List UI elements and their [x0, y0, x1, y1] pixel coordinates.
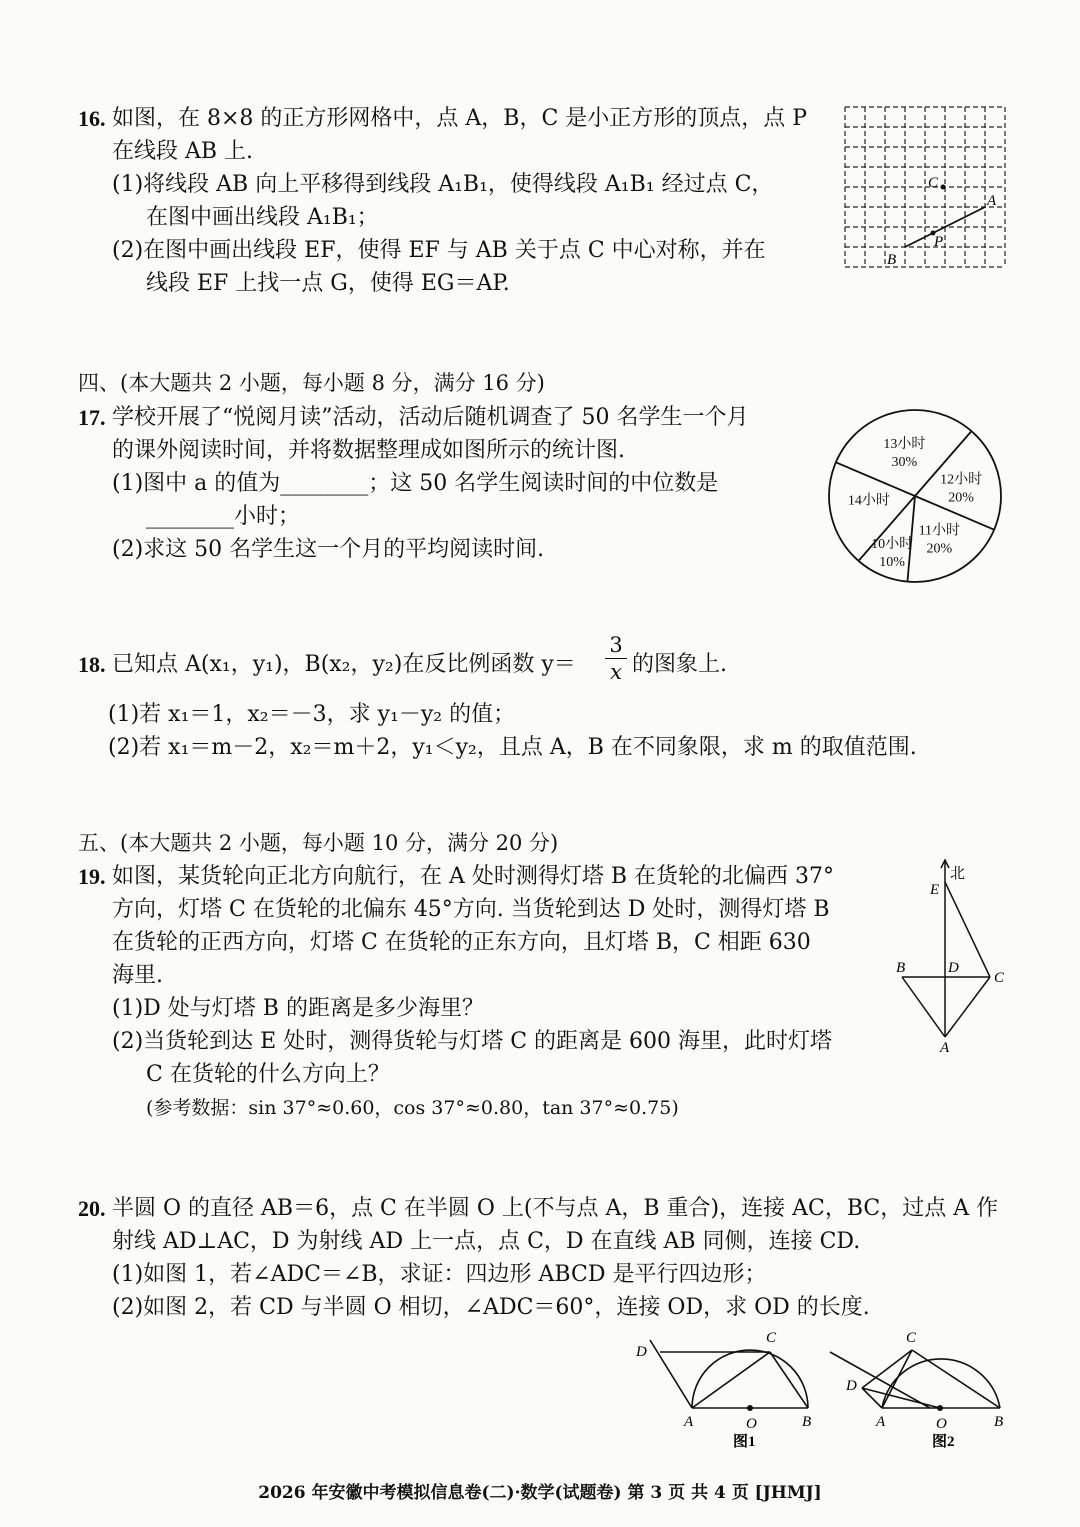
- fig2-label-d: D: [846, 1378, 857, 1394]
- q17-line-3: (1)图中 a 的值为________；这 50 名学生阅读时间的中位数是: [112, 471, 719, 496]
- q20-number: 20.: [78, 1196, 106, 1221]
- q18-fraction: [605, 632, 627, 685]
- q19-number: 19.: [78, 864, 106, 889]
- fig1-label-o: O: [746, 1416, 757, 1432]
- q18-line-2: (2)若 x₁＝m－2，x₂＝m＋2，y₁＜y₂，且点 A，B 在不同象限，求 m 的取值范围.: [108, 735, 917, 760]
- q19-line-5: (1)D 处与灯塔 B 的距离是多少海里？: [112, 996, 484, 1021]
- q17-number: 17.: [78, 405, 106, 430]
- fig1-label-d: D: [636, 1344, 647, 1360]
- fig2-label-a: A: [876, 1414, 886, 1430]
- q18-fraction-numerator: 3: [609, 633, 623, 657]
- q19-line-7: C 在货轮的什么方向上？: [146, 1062, 390, 1087]
- q17-line-5: (2)求这 50 名学生这一个月的平均阅读时间.: [112, 537, 545, 562]
- q17-line-2: 的课外阅读时间，并将数据整理成如图所示的统计图.: [112, 438, 625, 463]
- q17-line-1: 学校开展了“悦阅月读”活动，活动后随机调查了 50 名学生一个月: [112, 405, 749, 430]
- q16-line-6: 线段 EF 上找一点 G，使得 EG＝AP.: [146, 271, 510, 296]
- label-b: B: [887, 252, 897, 268]
- q19-navigation-figure: [890, 852, 1015, 1062]
- q18-fraction-denominator: x: [605, 658, 627, 685]
- north-label: 北: [950, 866, 966, 882]
- pie-slice-percent: 30%: [891, 454, 918, 470]
- q19-line-4: 海里.: [112, 963, 163, 988]
- q16-line-1: 如图，在 8×8 的正方形网格中，点 A，B，C 是小正方形的顶点，点 P: [112, 106, 808, 131]
- q19-line-3: 在货轮的正西方向，灯塔 C 在货轮的正东方向，且灯塔 B，C 相距 630: [112, 930, 811, 955]
- q16-number: 16.: [78, 106, 106, 131]
- q19-line-6: (2)当货轮到达 E 处时，测得货轮与灯塔 C 的距离是 600 海里，此时灯塔: [112, 1029, 833, 1054]
- label-d: D: [948, 960, 959, 976]
- pie-slice-label: 10小时: [871, 536, 914, 552]
- fig1-caption: 图1: [733, 1434, 756, 1450]
- q20-line-4: (2)如图 2，若 CD 与半圆 O 相切，∠ADC＝60°，连接 OD，求 OD 的长度.: [112, 1295, 870, 1320]
- q19-line-1: 如图，某货轮向正北方向航行，在 A 处时测得灯塔 B 在货轮的北偏西 37°: [112, 864, 835, 889]
- pie-slice-percent: 20%: [926, 541, 953, 557]
- q16-line-3: (1)将线段 AB 向上平移得到线段 A₁B₁，使得线段 A₁B₁ 经过点 C，: [112, 172, 774, 197]
- label-b: B: [896, 960, 906, 976]
- q20-line-1: 半圆 O 的直径 AB＝6，点 C 在半圆 O 上(不与点 A，B 重合)，连接 AC，BC，过点 A 作: [112, 1196, 999, 1221]
- point-c: [941, 185, 946, 190]
- fig2-label-c: C: [906, 1330, 917, 1346]
- pie-slice-label: 12小时: [940, 472, 983, 488]
- q19-line-2: 方向，灯塔 C 在货轮的北偏东 45°方向. 当货轮到达 D 处时，测得灯塔 B: [112, 897, 830, 922]
- label-p: P: [934, 234, 944, 250]
- q17-pie-chart: [825, 402, 1005, 590]
- label-c: C: [994, 970, 1005, 986]
- fig2-caption: 图2: [932, 1434, 955, 1450]
- section-5-heading: 五、(本大题共 2 小题，每小题 10 分，满分 20 分): [78, 831, 559, 855]
- q20-figure-1: [630, 1328, 820, 1453]
- q17-line-4: ________小时；: [146, 504, 301, 529]
- q20-line-3: (1)如图 1，若∠ADC＝∠B，求证：四边形 ABCD 是平行四边形；: [112, 1262, 767, 1287]
- label-a: A: [940, 1040, 950, 1056]
- fig2-label-o: O: [936, 1416, 947, 1432]
- pie-slice-label: 11小时: [918, 523, 961, 539]
- pie-slice-percent: 20%: [948, 490, 974, 506]
- q18-lead: 已知点 A(x₁，y₁)，B(x₂，y₂)在反比例函数 y＝: [112, 652, 576, 677]
- page-footer: 2026 年安徽中考模拟信息卷(二)·数学(试题卷) 第 3 页 共 4 页 [JHMJ]: [258, 1483, 822, 1503]
- pie-slice-percent: 10%: [879, 554, 905, 570]
- q16-line-2: 在线段 AB 上.: [112, 139, 254, 164]
- q16-grid-figure: [840, 102, 1010, 274]
- pie-slice-label: 14小时: [847, 493, 890, 509]
- fig2-label-b: B: [994, 1414, 1004, 1430]
- fig1-label-b: B: [802, 1414, 812, 1430]
- q16-line-5: (2)在图中画出线段 EF，使得 EF 与 AB 关于点 C 中心对称，并在: [112, 238, 766, 263]
- label-c: C: [928, 175, 939, 191]
- q18-tail: 的图象上.: [632, 652, 727, 677]
- q20-figure-2: [820, 1328, 1010, 1453]
- q20-line-2: 射线 AD⊥AC，D 为射线 AD 上一点，点 C，D 在直线 AB 同侧，连接 CD.: [112, 1229, 861, 1254]
- q18-line-1: (1)若 x₁＝1，x₂＝－3，求 y₁－y₂ 的值；: [108, 702, 516, 727]
- label-e: E: [930, 882, 940, 898]
- q18-number: 18.: [78, 652, 106, 677]
- q16-line-4: 在图中画出线段 A₁B₁；: [146, 205, 379, 230]
- label-a: A: [987, 193, 997, 209]
- section-4-heading: 四、(本大题共 2 小题，每小题 8 分，满分 16 分): [78, 371, 545, 395]
- fig1-label-c: C: [766, 1330, 777, 1346]
- q19-reference-data: (参考数据：sin 37°≈0.60，cos 37°≈0.80，tan 37°≈0.75): [146, 1097, 679, 1119]
- pie-slice-label: 13小时: [883, 436, 926, 452]
- fig1-label-a: A: [684, 1414, 694, 1430]
